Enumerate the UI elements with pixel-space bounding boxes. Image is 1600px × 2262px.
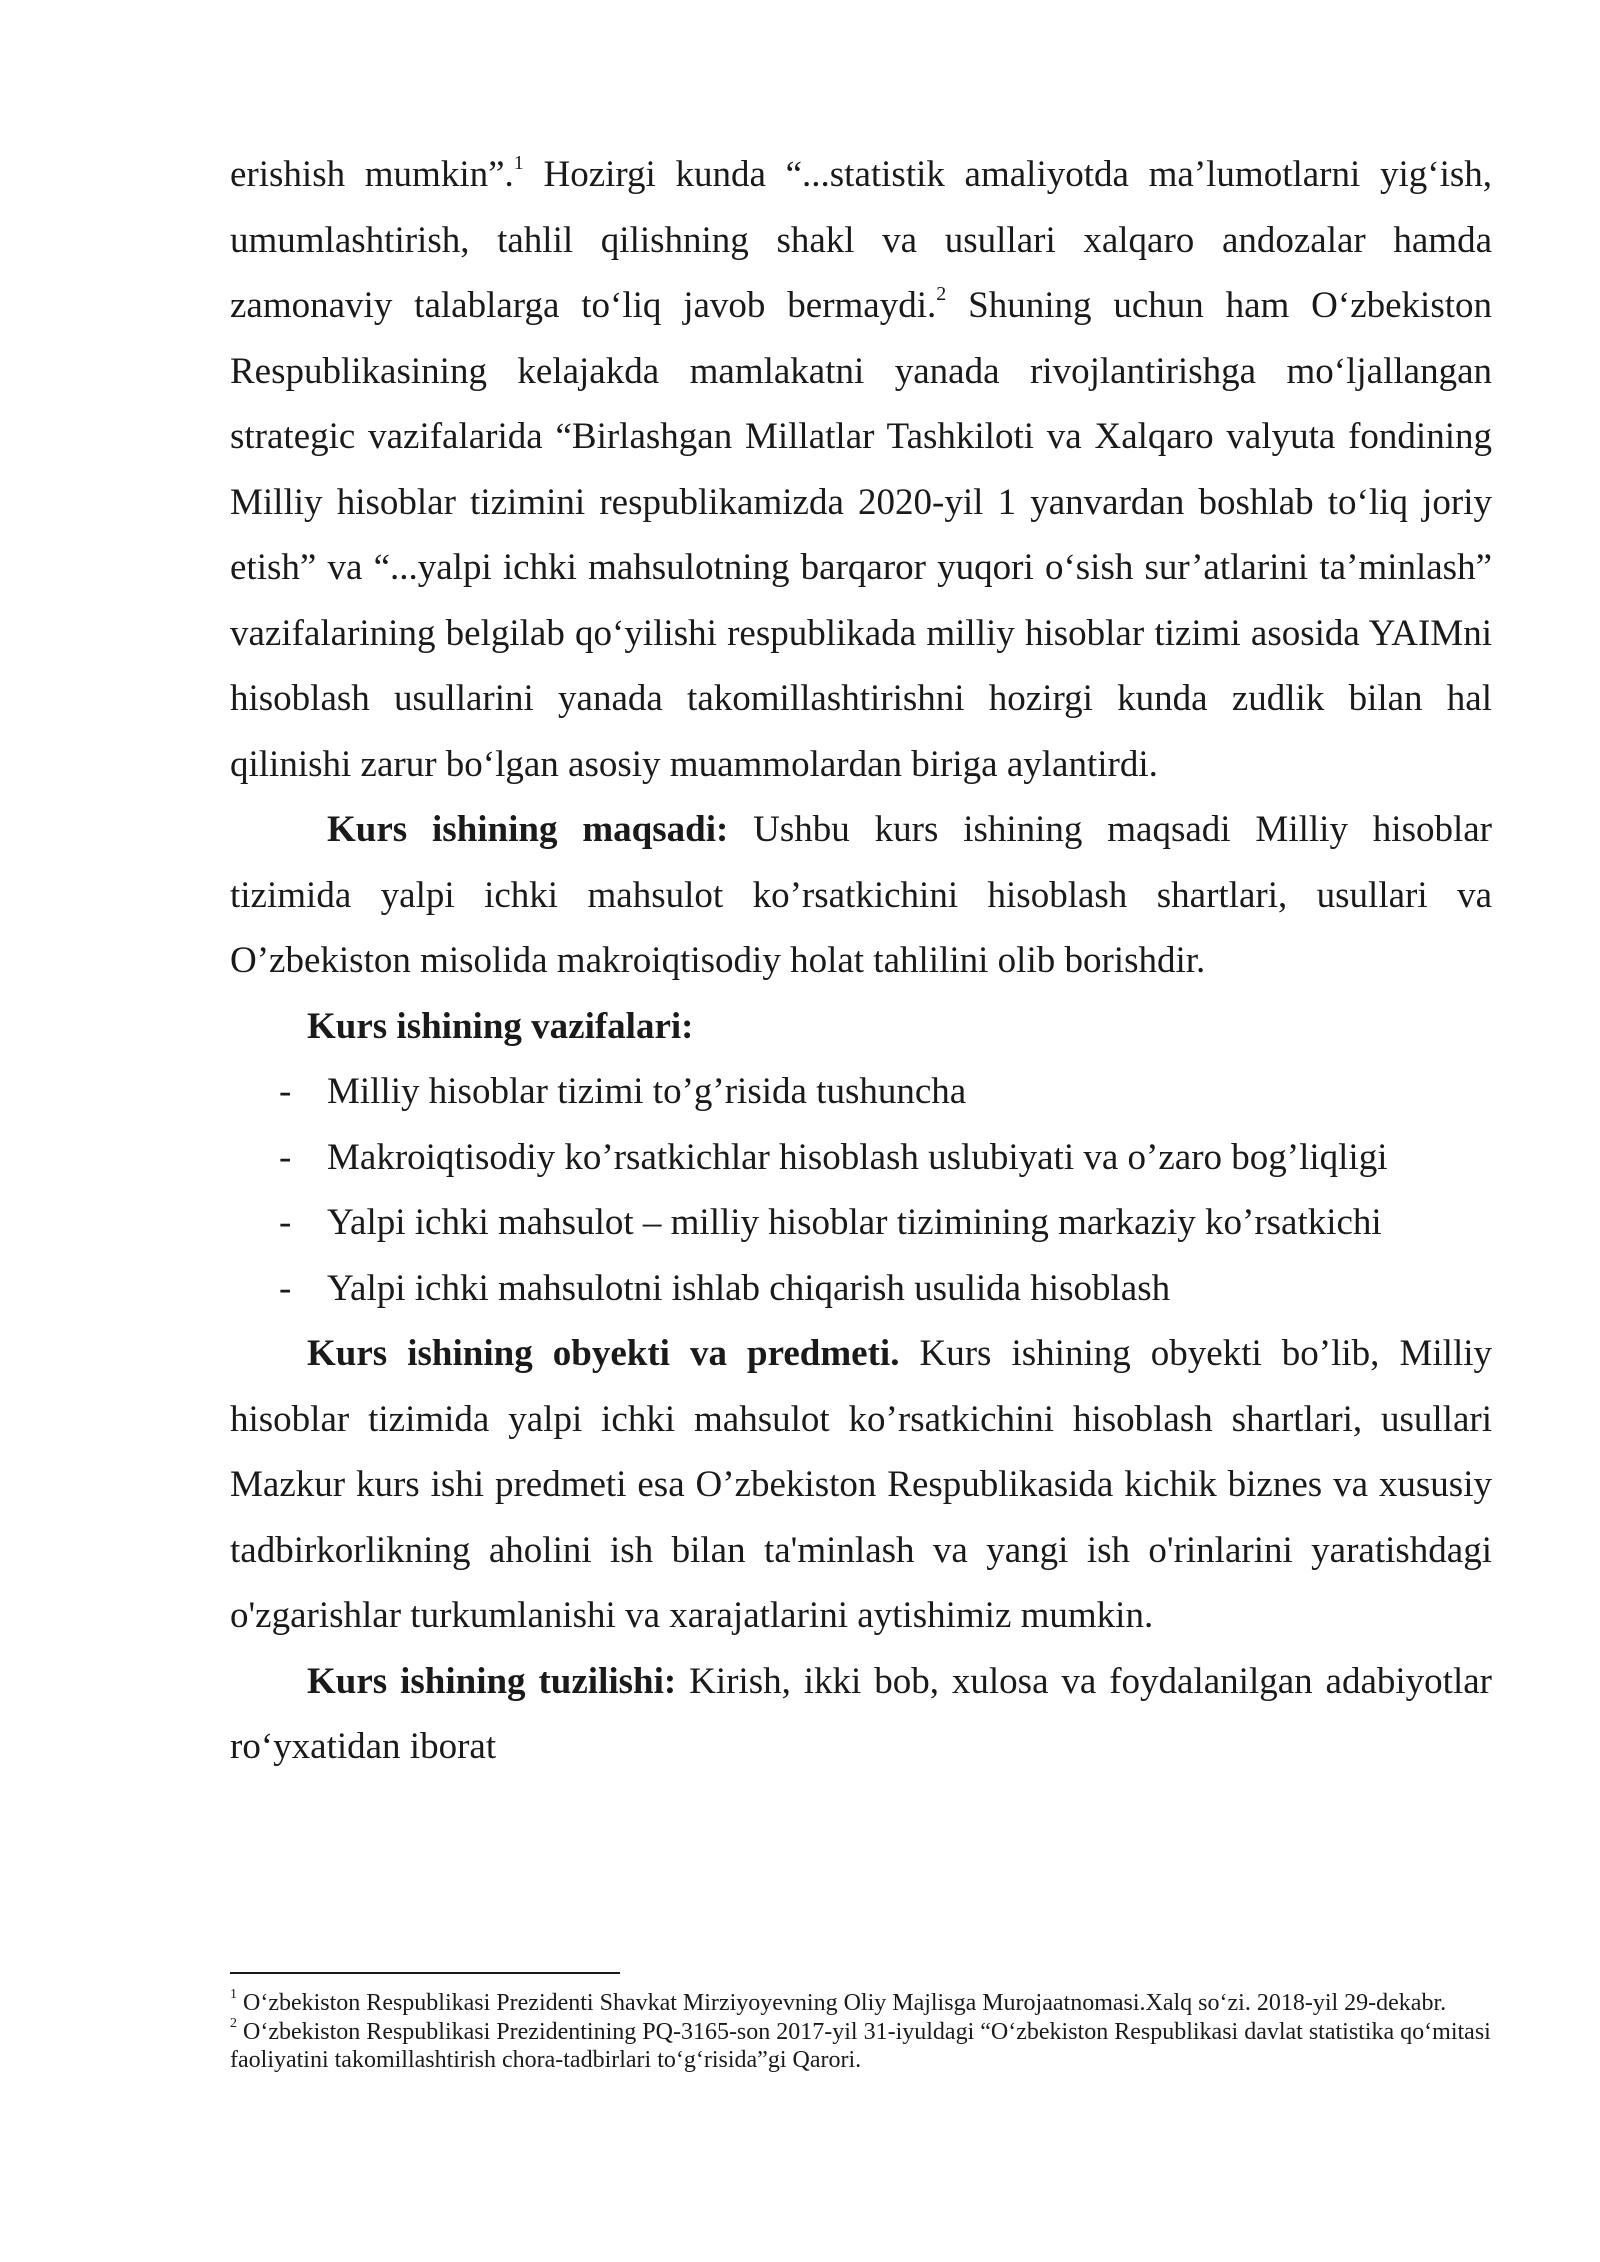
list-item — [230, 1190, 1492, 1256]
tasks-list — [230, 1059, 1492, 1321]
footnote-ref-1[interactable]: 1 — [513, 151, 524, 174]
footnote-separator — [230, 1972, 620, 1974]
list-item-text: Yalpi ichki mahsulot – milliy hisoblar tizimining markaziy ko’rsatkichi — [327, 1202, 1382, 1243]
object-text: Kurs ishining obyekti bo’lib, Milliy hisoblar tizimida yalpi ichki mahsulot ko’rsatkichini hisoblash shartlari, usullari Mazkur kurs ishi predmeti esa O’zbekiston Respublikasida kichik biznes va xususiy tadbirkorlikning aholini ish bilan ta'minlash va yangi ish o'rinlarini yaratishdagi o'zgarishlar turkumlanishi va xarajatlarini aytishimiz mumkin. — [230, 1333, 1492, 1636]
footnote-2 — [230, 2015, 1492, 2075]
footnote-ref-2[interactable]: 2 — [936, 282, 947, 305]
list-dash: - — [279, 1071, 292, 1112]
footnotes — [230, 1989, 1492, 2075]
aim-text: Ushbu kurs ishining maqsadi Milliy hisoblar tizimida yalpi ichki mahsulot ko’rsatkichini hisoblash shartlari, usullari va O’zbekiston misolida makroiqtisodiy holat tahlilini olib borishdir. — [230, 809, 1492, 981]
tasks-heading: Kurs ishining vazifalari: — [307, 1005, 694, 1047]
list-dash: - — [279, 1136, 292, 1178]
structure-text: Kirish, ikki bob, xulosa va foydalanilgan adabiyotlar ro‘yxatidan iborat — [230, 1660, 1492, 1767]
footnote-number: 1 — [230, 1987, 237, 2002]
aim-paragraph — [230, 797, 1492, 994]
footnote-text: O‘zbekiston Respublikasi Prezidenti Shavkat Mirziyoyevning Oliy Majlisga Murojaatnomasi.Xalq so‘zi. 2018-yil 29-dekabr. — [237, 1990, 1447, 2016]
intro-text-c: Shuning uchun ham O‘zbekiston Respublikasining kelajakda mamlakatni yanada rivojlantirishga mo‘ljallangan strategic vazifalarida “Birlashgan Millatlar Tashkiloti va Xalqaro valyuta fondining Milliy hisoblar tizimini respublikamizda 2020-yil 1 yanvardan boshlab to‘liq joriy etish” va “...yalpi ichki mahsulotning barqaror yuqori o‘sish sur’atlarini ta’minlash” vazifalarining belgilab qo‘yilishi respublikada milliy hisoblar tizimi asosida YAIMni hisoblash usullarini yanada takomillashtirishni hozirgi kunda zudlik bilan hal qilinishi zarur bo‘lgan asosiy muammolardan biriga aylantirdi. — [230, 285, 1492, 785]
list-item — [230, 1256, 1492, 1322]
list-item-text: Makroiqtisodiy ko’rsatkichlar hisoblash uslubiyati va o’zaro bog’liqligi — [327, 1136, 1388, 1178]
intro-text-b: Hozirgi kunda “...statistik amaliyotda ma’lumotlarni yig‘ish, umumlashtirish, tahlil qilishning shakl va usullari xalqaro andozalar hamda zamonaviy talablarga to‘liq javob bermaydi. — [230, 154, 1492, 326]
list-item — [230, 1125, 1492, 1191]
list-item-text: Milliy hisoblar tizimi to’g’risida tushuncha — [327, 1071, 967, 1112]
intro-paragraph — [230, 142, 1492, 797]
structure-paragraph — [230, 1649, 1492, 1780]
body-text — [230, 142, 1492, 1780]
aim-heading: Kurs ishining maqsadi: — [327, 809, 729, 850]
list-dash: - — [279, 1267, 292, 1309]
structure-heading: Kurs ishining tuzilishi: — [307, 1660, 677, 1702]
intro-text-a: erishish mumkin”. — [230, 154, 514, 195]
list-item — [230, 1059, 1492, 1125]
list-dash: - — [279, 1202, 292, 1243]
object-paragraph — [230, 1321, 1492, 1649]
object-heading: Kurs ishining obyekti va predmeti. — [307, 1333, 900, 1374]
list-item-text: Yalpi ichki mahsulotni ishlab chiqarish usulida hisoblash — [327, 1267, 1171, 1309]
footnote-1 — [230, 1989, 1492, 2018]
footnote-text: O‘zbekiston Respublikasi Prezidentining PQ-3165-son 2017-yil 31-iyuldagi “O‘zbekiston Respublikasi davlat statistika qo‘mitasi faoliyatini takomillashtirish chora-tadbirlari to‘g‘risida”gi Qarori. — [230, 2018, 1491, 2073]
footnote-number: 2 — [230, 2015, 237, 2031]
